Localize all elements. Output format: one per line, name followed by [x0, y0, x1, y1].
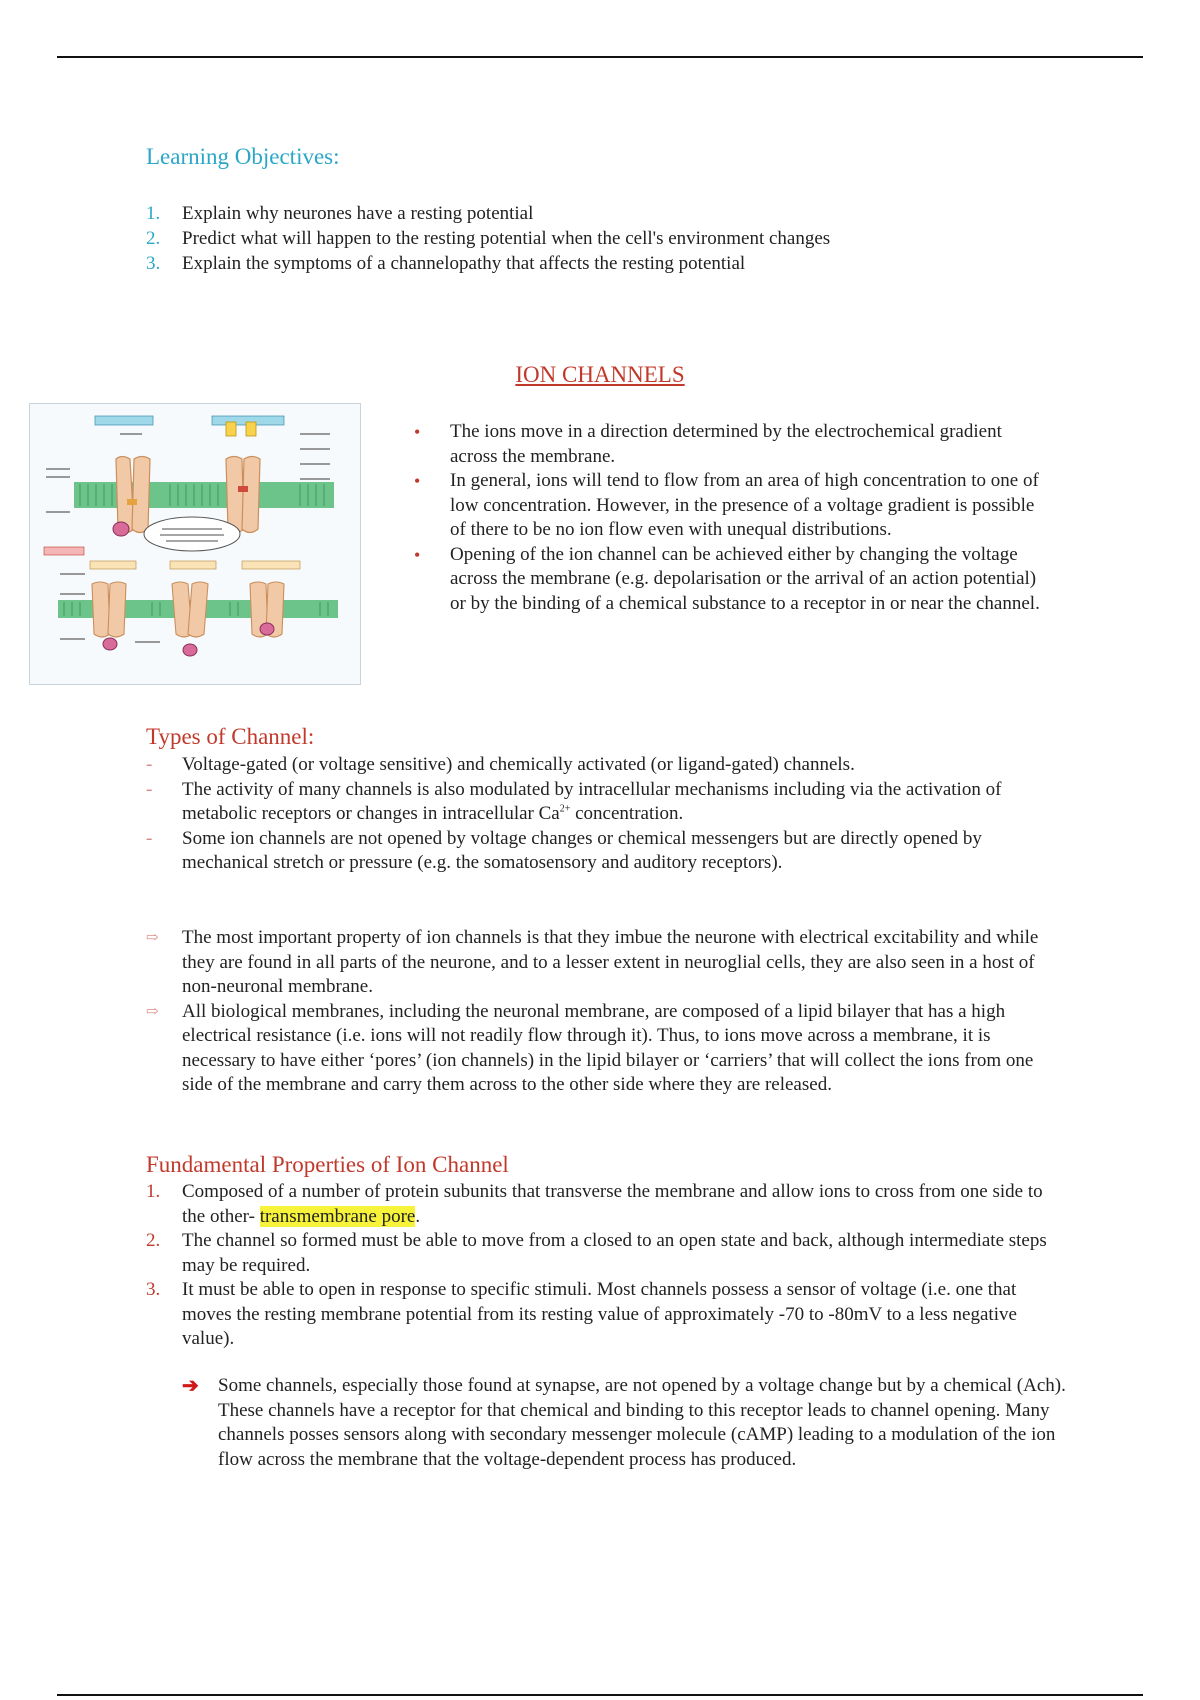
- list-item-text: The activity of many channels is also modulated by intracellular mechanisms including via the activation of metabolic receptors or changes in intracellular Ca: [182, 778, 1002, 824]
- types-of-channel-heading: Types of Channel:: [146, 724, 315, 749]
- properties-list: [146, 926, 1066, 1098]
- list-number: 1.: [146, 1181, 161, 1202]
- list-item-text-end: .: [415, 1205, 421, 1227]
- list-item-text-end: concentration.: [570, 803, 684, 824]
- highlighted-term: transmembrane pore: [259, 1205, 416, 1227]
- list-item: [412, 469, 1052, 543]
- list-number: 2.: [146, 228, 161, 249]
- list-item: [146, 251, 830, 276]
- list-item-text: In general, ions will tend to flow from an area of high concentration to one of low concentration. However, in the presence of a voltage gradient is possible of there to be no ion flow even with unequal distributions.: [450, 470, 1039, 540]
- list-item-text: Explain why neurones have a resting potential: [182, 203, 534, 224]
- ion-channel-illustration: [30, 404, 360, 684]
- bullet-icon: •: [414, 422, 421, 442]
- list-item-text: Composed of a number of protein subunits that transverse the membrane and allow ions to cross from one side to the other-: [182, 1181, 1043, 1227]
- list-item: [146, 753, 1066, 778]
- list-item-text: The ions move in a direction determined by the electrochemical gradient across the membrane.: [450, 421, 1002, 467]
- learning-objectives-heading: Learning Objectives:: [146, 144, 340, 169]
- list-item-text: Some ion channels are not opened by voltage changes or chemical messengers but are directly opened by mechanical stretch or pressure (e.g. the somatosensory and auditory receptors).: [182, 827, 982, 873]
- list-number: 1.: [146, 203, 161, 224]
- list-item-text: The channel so formed must be able to move from a closed to an open state and back, although intermediate steps may be required.: [182, 1230, 1047, 1276]
- list-item: [146, 201, 830, 226]
- arrow-icon: ⇨: [146, 1003, 159, 1020]
- list-item: [146, 778, 1066, 827]
- list-item: [146, 1229, 1066, 1278]
- list-item: [146, 827, 1066, 876]
- ion-channels-title: ION CHANNELS: [515, 362, 685, 387]
- list-item-text: Explain the symptoms of a channelopathy that affects the resting potential: [182, 253, 746, 274]
- bottom-rule: [57, 1694, 1143, 1696]
- list-number: 2.: [146, 1230, 161, 1251]
- list-item: [412, 543, 1052, 617]
- right-arrow-icon: ➔: [182, 1375, 199, 1397]
- list-number: 3.: [146, 1279, 161, 1300]
- fundamental-properties-heading: Fundamental Properties of Ion Channel: [146, 1152, 509, 1177]
- list-item: [412, 420, 1052, 469]
- dash-bullet-icon: -: [146, 754, 153, 775]
- list-item: [146, 226, 830, 251]
- list-number: 3.: [146, 253, 161, 274]
- arrow-icon: ⇨: [146, 930, 159, 946]
- bullet-icon: •: [414, 544, 421, 565]
- list-item: [146, 926, 1066, 1000]
- list-item-text: Opening of the ion channel can be achieved either by changing the voltage across the membrane (e.g. depolarisation or the arrival of an action potential) or by the binding of a chemical substance to a receptor in or near the channel.: [450, 543, 1040, 614]
- list-item: [146, 1180, 1066, 1229]
- ion-channels-bullets: [412, 420, 1052, 616]
- list-item-text: Predict what will happen to the resting potential when the cell's environment changes: [182, 228, 831, 249]
- types-of-channel-list: [146, 753, 1066, 876]
- list-item-text: It must be able to open in response to specific stimuli. Most channels possess a sensor of voltage (i.e. one that moves the resting membrane potential from its resting value of approximately -70 to -80mV to a less negative value).: [182, 1279, 1017, 1349]
- list-item: [146, 1000, 1066, 1098]
- learning-objectives-list: [146, 201, 830, 276]
- list-item-text: All biological membranes, including the neuronal membrane, are composed of a lipid bilayer that has a high electrical resistance (i.e. ions will not readily flow through it). Thus, to ions move across a membrane, it is necessary to have either ‘pores’ (ion channels) in the lipid bilayer or ‘carriers’ that will collect the ions from one side of the membrane and carry them across to the other side where they are released.: [182, 1000, 1034, 1095]
- list-item-text: Voltage-gated (or voltage sensitive) and chemically activated (or ligand-gated) channels.: [182, 754, 855, 775]
- ion-channel-diagram: [29, 403, 361, 685]
- superscript: 2+: [559, 803, 571, 815]
- bullet-icon: •: [414, 471, 421, 491]
- note-text: Some channels, especially those found at synapse, are not opened by a voltage change but by a chemical (Ach). These channels have a receptor for that chemical and binding to this receptor leads to channel opening. Many channels posses sensors along with secondary messenger molecule (cAMP) leading to a modulation of the ion flow across the membrane that the voltage-dependent process has produced.: [218, 1375, 1066, 1470]
- dash-bullet-icon: -: [146, 827, 153, 849]
- list-item: [146, 1278, 1066, 1352]
- fundamental-properties-list: [146, 1180, 1066, 1352]
- list-item-text: The most important property of ion channels is that they imbue the neurone with electrical excitability and while they are found in all parts of the neurone, and to a lesser extent in neuroglial cells, they are also seen in a host of non-neuronal membrane.: [182, 927, 1039, 997]
- dash-bullet-icon: -: [146, 778, 153, 800]
- top-rule: [57, 56, 1143, 58]
- synapse-note: [182, 1374, 1078, 1472]
